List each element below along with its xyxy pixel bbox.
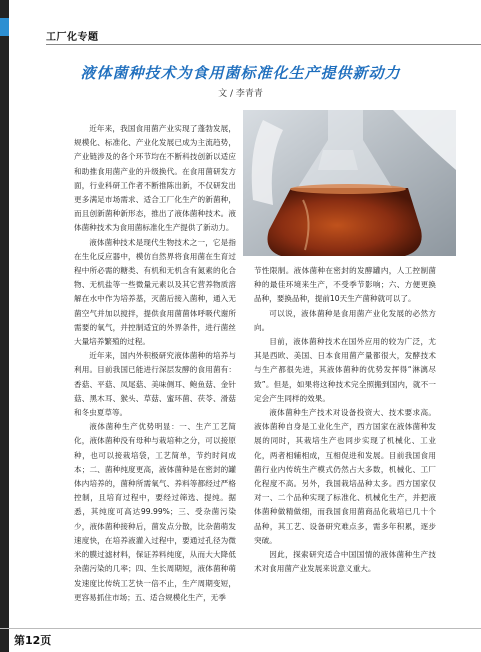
paragraph: 近年来，我国食用菌产业实现了蓬勃发展，规模化、标准化、产业化发展已成为主流趋势，产业链涉及的各个环节均在不断科技创新以适应和助推食用菌产业的升级换代。在食用菌研发方面，行业科研工作者不断推陈出新，不仅研发出更多满足市场需求、适合工厂化生产的新菌种，而且创新菌种新形态，推出了液体菌种技术。液体菌种技术为食用菌标准化生产提供了新动力。 [74,124,236,233]
article-title: 液体菌种技术为食用菌标准化生产提供新动力 [80,64,401,82]
footer-rule [0,628,481,629]
paragraph: 因此，探索研究适合中国国情的液体菌种生产技术对食用菌产业发展来说意义重大。 [254,550,436,574]
article-author: 文 / 李青青 [218,89,263,99]
flask-photo [243,110,456,256]
page-number: 第12页 [14,634,52,647]
flask-illustration [243,110,456,256]
header-rule [46,24,481,45]
paragraph: 目前，液体菌种技术在国外应用的较为广泛，尤其是西欧、美国、日本食用菌产量都很大，发酵技术与生产都很先进，其液体菌种的优势发挥得“淋漓尽致”。但是，如果将这种技术完全照搬到国内，就不一定会产生同样的效果。 [254,337,436,403]
paragraph: 液体菌种生产技术对设备投资大、技术要求高。液体菌种自身是工业化生产，西方国家在液体菌种发展的同时，其栽培生产也同步实现了机械化、工业化，两者相辅相成，互相促进和发展。目前我国食用菌行业内传统生产模式仍然占大多数，机械化、工厂化程度不高。另外，我国栽培品种太多。西方国家仅对一、二个品种实现了标准化、机械化生产，并把液体菌种做精做细，而我国食用菌商品化栽培已几十个品种，其工艺、设备研究难点多，需多年积累，逐步突破。 [254,408,436,545]
left-text-column [74,122,236,605]
sidebar-accent [0,18,9,36]
paragraph: 液体菌种生产优势明显：一、生产工艺简化，液体菌种没有母种与栽培种之分，可以接原种，也可以接栽培袋，工艺简单，节约时间成本；二、菌种纯度更高，液体菌种是在密封的罐体内培养的，菌种所需氧气、养料等都经过严格控制，且培育过程中，要经过筛选、提纯。据悉，其纯度可高达99.99%；三、受杂菌污染少，液体菌种接种后，菌发点分散，比杂菌萌发速度快，在培养液灌入过程中，要通过孔径为微米的膜过滤材料，保证养料纯度，从而大大降低杂菌污染的几率；四、生长周期短，液体菌种萌发速度比传统工艺快一倍不止，生产周期变短，更容易抓住市场；五、适合规模化生产，无季 [74,422,236,602]
right-text-column [254,264,436,576]
paragraph: 近年来，国内外积极研究液体菌种的培养与利用。目前我国已能进行深层发酵的食用菌有：香菇、平菇、凤尾菇、美味侧耳、鲍鱼菇、金针菇、黑木耳、猴头、草菇、蜜环菌、茯苓、滑菇和冬虫夏草等。 [74,351,236,418]
paragraph-continued: 节性限制。液体菌种在密封的发酵罐内，人工控制菌种的最佳环境来生产，不受季节影响；六、方便更换品种，要换品种，提前10天生产菌种就可以了。 [254,266,436,304]
paragraph: 可以说，液体菌种是食用菌产业化发展的必然方向。 [254,308,436,332]
paragraph: 液体菌种技术是现代生物技术之一，它是指在生化反应器中，模仿自然界将食用菌在生育过程中所必需的糖类、有机和无机含有氮素的化合物、无机盐等一些微量元素以及其它营养物质溶解在水中作为培养基，灭菌后接入菌种，通入无菌空气并加以搅拌，提供食用菌菌体呼吸代谢所需要的氧气，并控制适宜的外界条件，进行菌丝大量培养繁殖的过程。 [74,237,236,347]
section-label: 工厂化专题 [46,32,99,43]
